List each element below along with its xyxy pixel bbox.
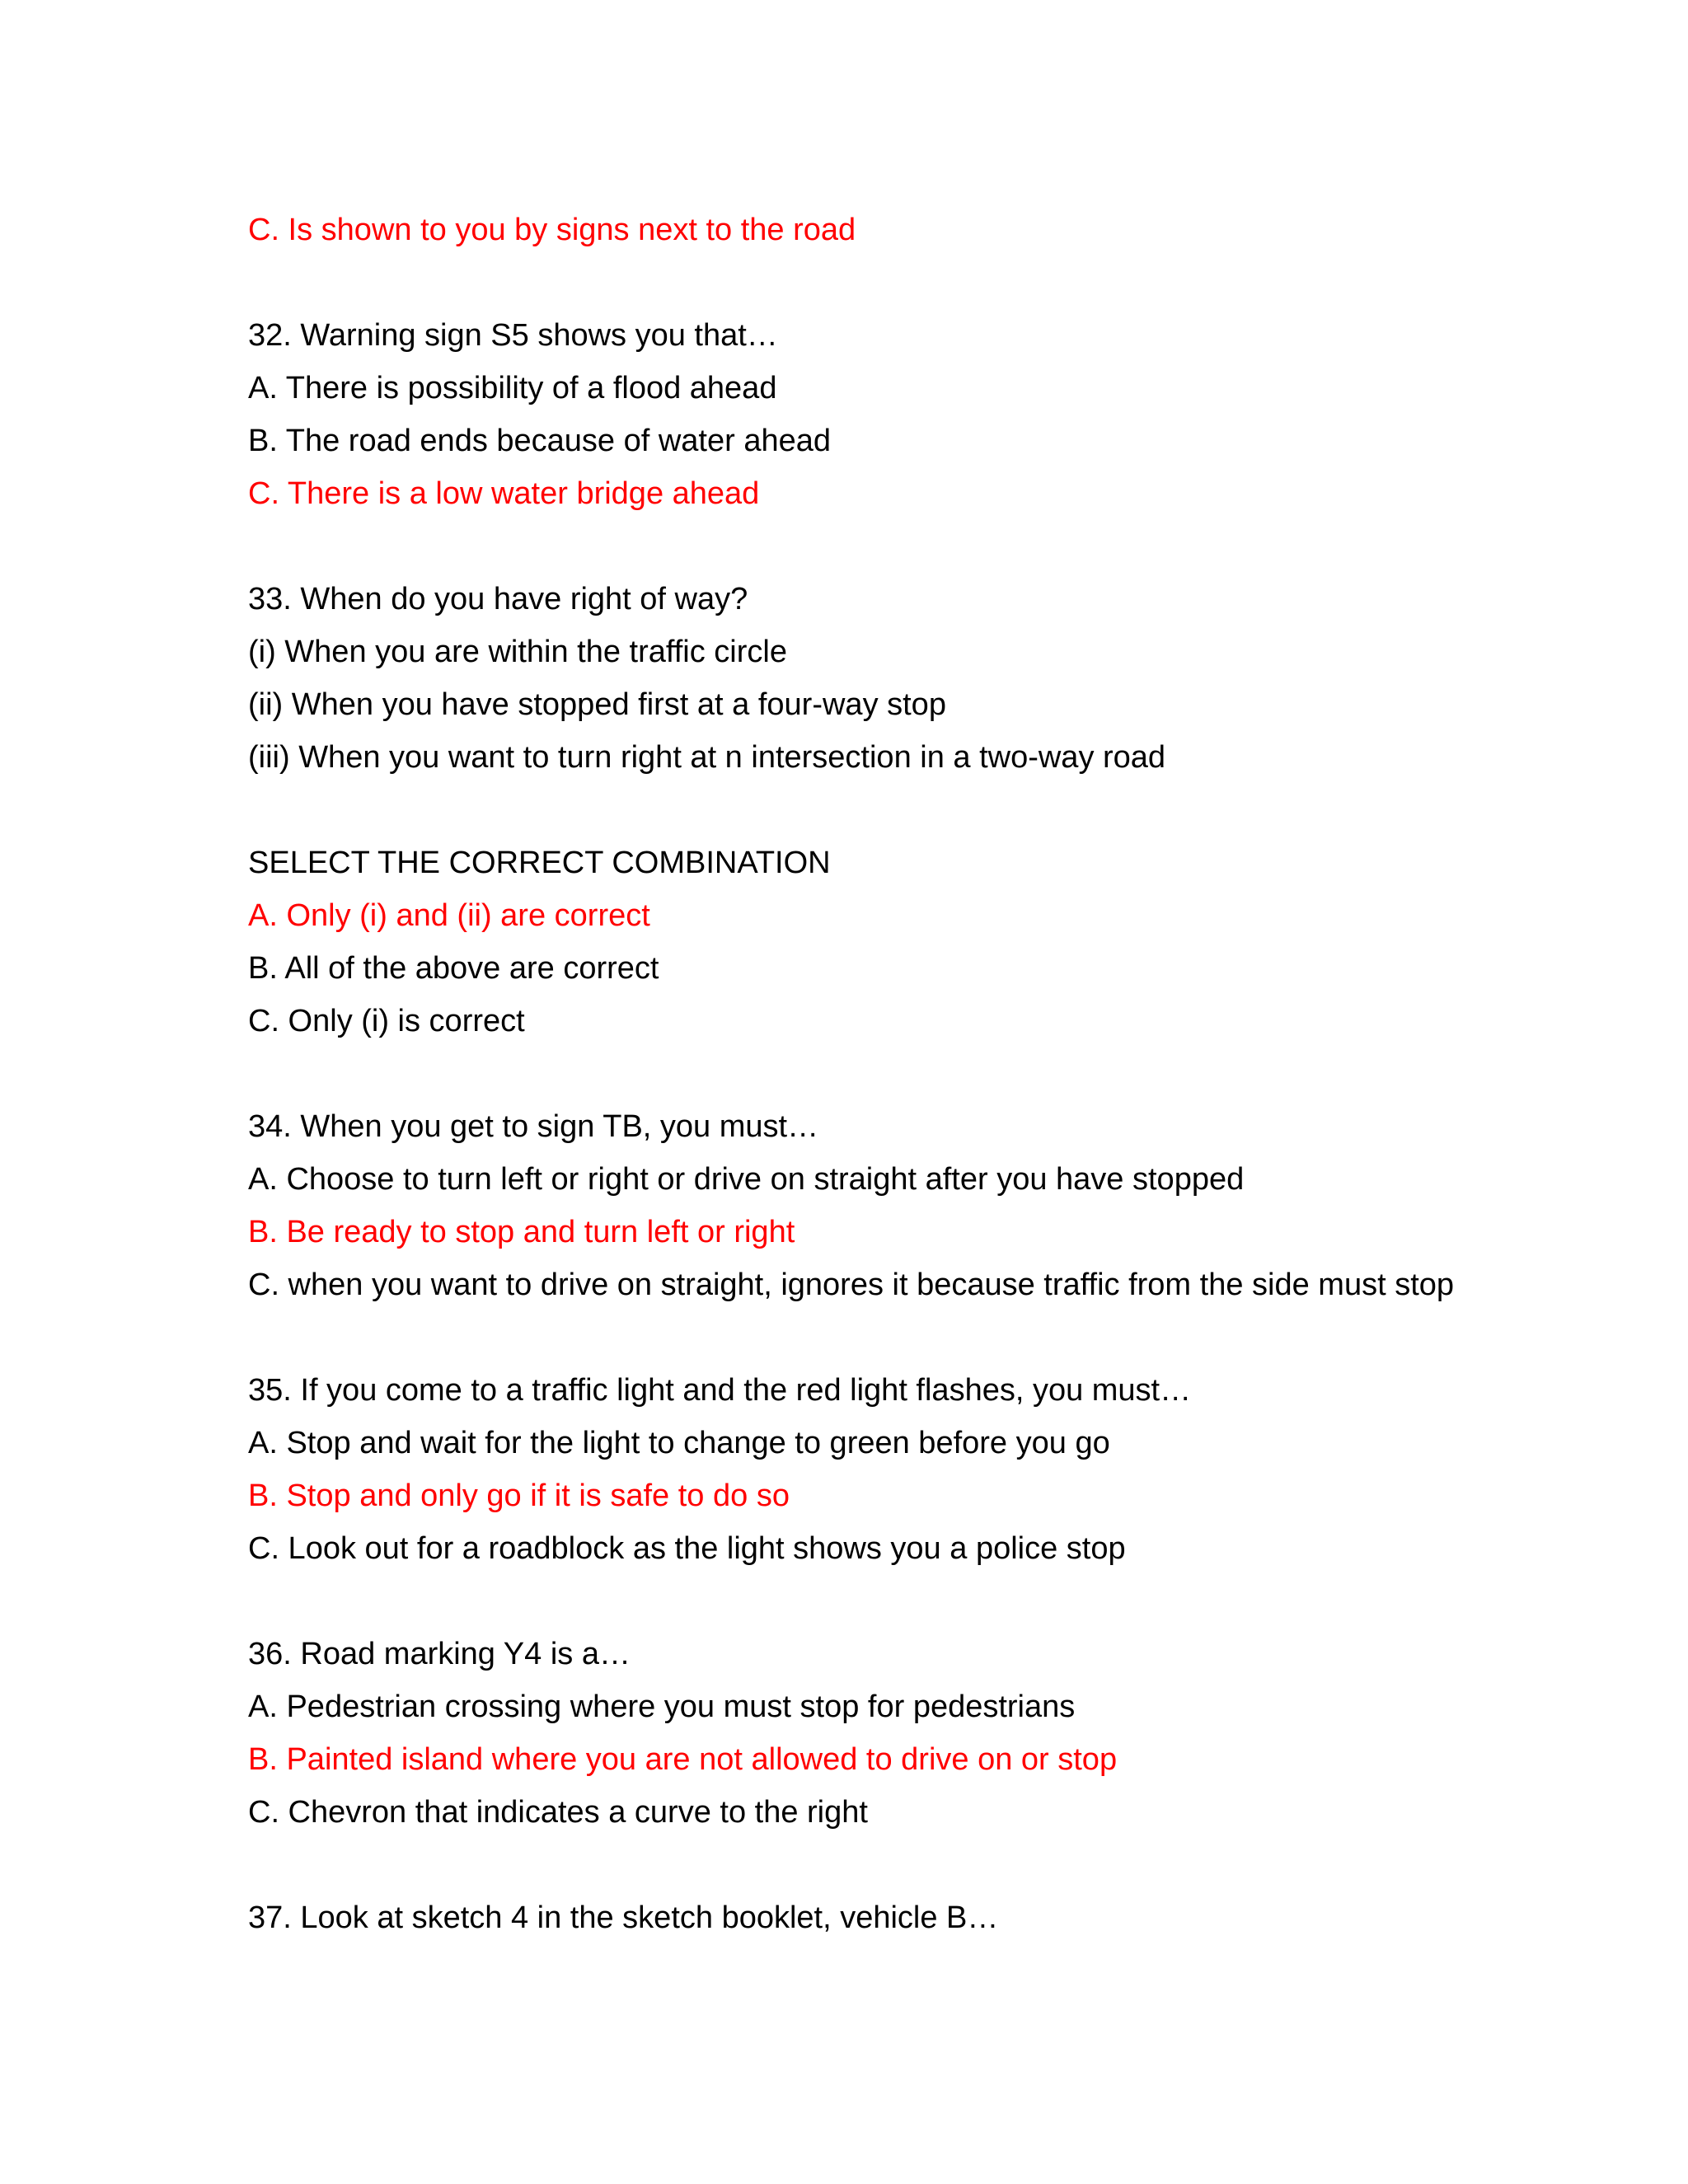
answer-line: B. Painted island where you are not allowed to drive on or stop: [248, 1742, 1118, 1777]
option-line: B. All of the above are correct: [248, 951, 659, 986]
answer-line: B. Be ready to stop and turn left or right: [248, 1215, 795, 1249]
statement-line: (iii) When you want to turn right at n intersection in a two-way road: [248, 740, 1166, 775]
option-line: C. when you want to drive on straight, ignores it because traffic from the side must stop: [248, 1268, 1455, 1302]
option-line: A. There is possibility of a flood ahead: [248, 371, 777, 405]
question-34: 34. When you get to sign TB, you must…: [248, 1109, 819, 1144]
question-35: 35. If you come to a traffic light and the red light flashes, you must…: [248, 1373, 1192, 1408]
answer-line: A. Only (i) and (ii) are correct: [248, 898, 650, 933]
question-33: 33. When do you have right of way?: [248, 582, 748, 616]
option-line: A. Pedestrian crossing where you must stop for pedestrians: [248, 1690, 1076, 1724]
answer-line: B. Stop and only go if it is safe to do so: [248, 1479, 790, 1513]
question-37: 37. Look at sketch 4 in the sketch booklet, vehicle B…: [248, 1900, 999, 1935]
option-line: C. Only (i) is correct: [248, 1004, 525, 1038]
answer-line: C. Is shown to you by signs next to the road: [248, 213, 856, 247]
answer-line: C. There is a low water bridge ahead: [248, 476, 760, 511]
question-36: 36. Road marking Y4 is a…: [248, 1637, 631, 1671]
statement-line: (ii) When you have stopped first at a four-way stop: [248, 687, 946, 722]
option-line: C. Look out for a roadblock as the light shows you a police stop: [248, 1531, 1126, 1566]
option-line: A. Choose to turn left or right or drive on straight after you have stopped: [248, 1162, 1245, 1197]
option-line: A. Stop and wait for the light to change to green before you go: [248, 1426, 1110, 1460]
option-line: B. The road ends because of water ahead: [248, 424, 832, 458]
statement-line: (i) When you are within the traffic circle: [248, 635, 787, 669]
instruction-line: SELECT THE CORRECT COMBINATION: [248, 846, 831, 880]
question-32: 32. Warning sign S5 shows you that…: [248, 318, 778, 353]
option-line: C. Chevron that indicates a curve to the right: [248, 1795, 868, 1830]
